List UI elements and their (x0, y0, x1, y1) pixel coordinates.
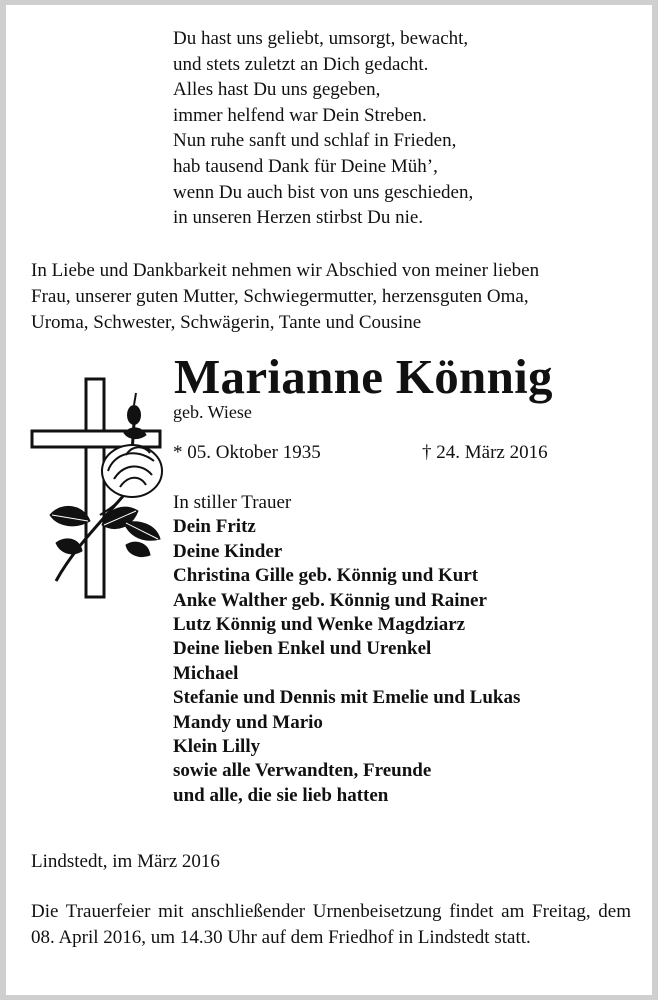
mourner-line: Lutz Könnig und Wenke Magdziarz (173, 614, 466, 636)
mourner-line: Deine lieben Enkel und Urenkel (173, 638, 432, 660)
maiden-name: geb. Wiese (173, 402, 252, 422)
obituary-notice (6, 5, 652, 995)
poem-line: in unseren Herzen stirbst Du nie. (173, 207, 424, 229)
mourner-line: Stefanie und Dennis mit Emelie und Lukas (173, 687, 521, 709)
farewell-intro (31, 258, 631, 336)
mourner-line: Mandy und Mario (173, 711, 323, 733)
mourner-line: Deine Kinder (173, 540, 283, 562)
intro-line: In Liebe und Dankbarkeit nehmen wir Abschied von meiner lieben (31, 260, 540, 281)
intro-line: Uroma, Schwester, Schwägerin, Tante und Cousine (31, 312, 422, 333)
place-and-date: Lindstedt, im März 2016 (31, 851, 220, 872)
memorial-poem (173, 26, 473, 231)
cross-with-rose-icon (28, 375, 168, 605)
birth-date: * 05. Oktober 1935 (173, 442, 321, 463)
mourner-line: Anke Walther geb. Könnig und Rainer (173, 589, 487, 611)
death-date: † 24. März 2016 (422, 442, 548, 463)
poem-line: Nun ruhe sanft und schlaf in Frieden, (173, 130, 457, 152)
mourner-line: Christina Gille geb. Könnig und Kurt (173, 565, 479, 587)
intro-line: Frau, unserer guten Mutter, Schwiegermutter, herzensguten Oma, (31, 286, 529, 307)
poem-line: Du hast uns geliebt, umsorgt, bewacht, (173, 28, 469, 49)
poem-line: immer helfend war Dein Streben. (173, 104, 427, 126)
funeral-service-info: Die Trauerfeier mit anschließender Urnenbeisetzung findet am Freitag, dem 08. April 2016, um 14.30 Uhr auf dem Friedhof in Lindstedt statt. (31, 901, 631, 948)
poem-line: wenn Du auch bist von uns geschieden, (173, 181, 474, 203)
poem-line: und stets zuletzt an Dich gedacht. (173, 53, 429, 75)
poem-line: Alles hast Du uns gegeben, (173, 79, 381, 101)
poem-line: hab tausend Dank für Deine Müh’, (173, 155, 438, 177)
mourner-line: sowie alle Verwandten, Freunde (173, 760, 432, 782)
mourner-line: Klein Lilly (173, 736, 261, 758)
deceased-name: Marianne Könnig (174, 349, 553, 404)
mourning-lead: In stiller Trauer (173, 492, 292, 513)
mourners-list (173, 491, 520, 808)
mourner-line: und alle, die sie lieb hatten (173, 784, 389, 806)
mourner-line: Dein Fritz (173, 516, 256, 538)
mourner-line: Michael (173, 662, 239, 684)
